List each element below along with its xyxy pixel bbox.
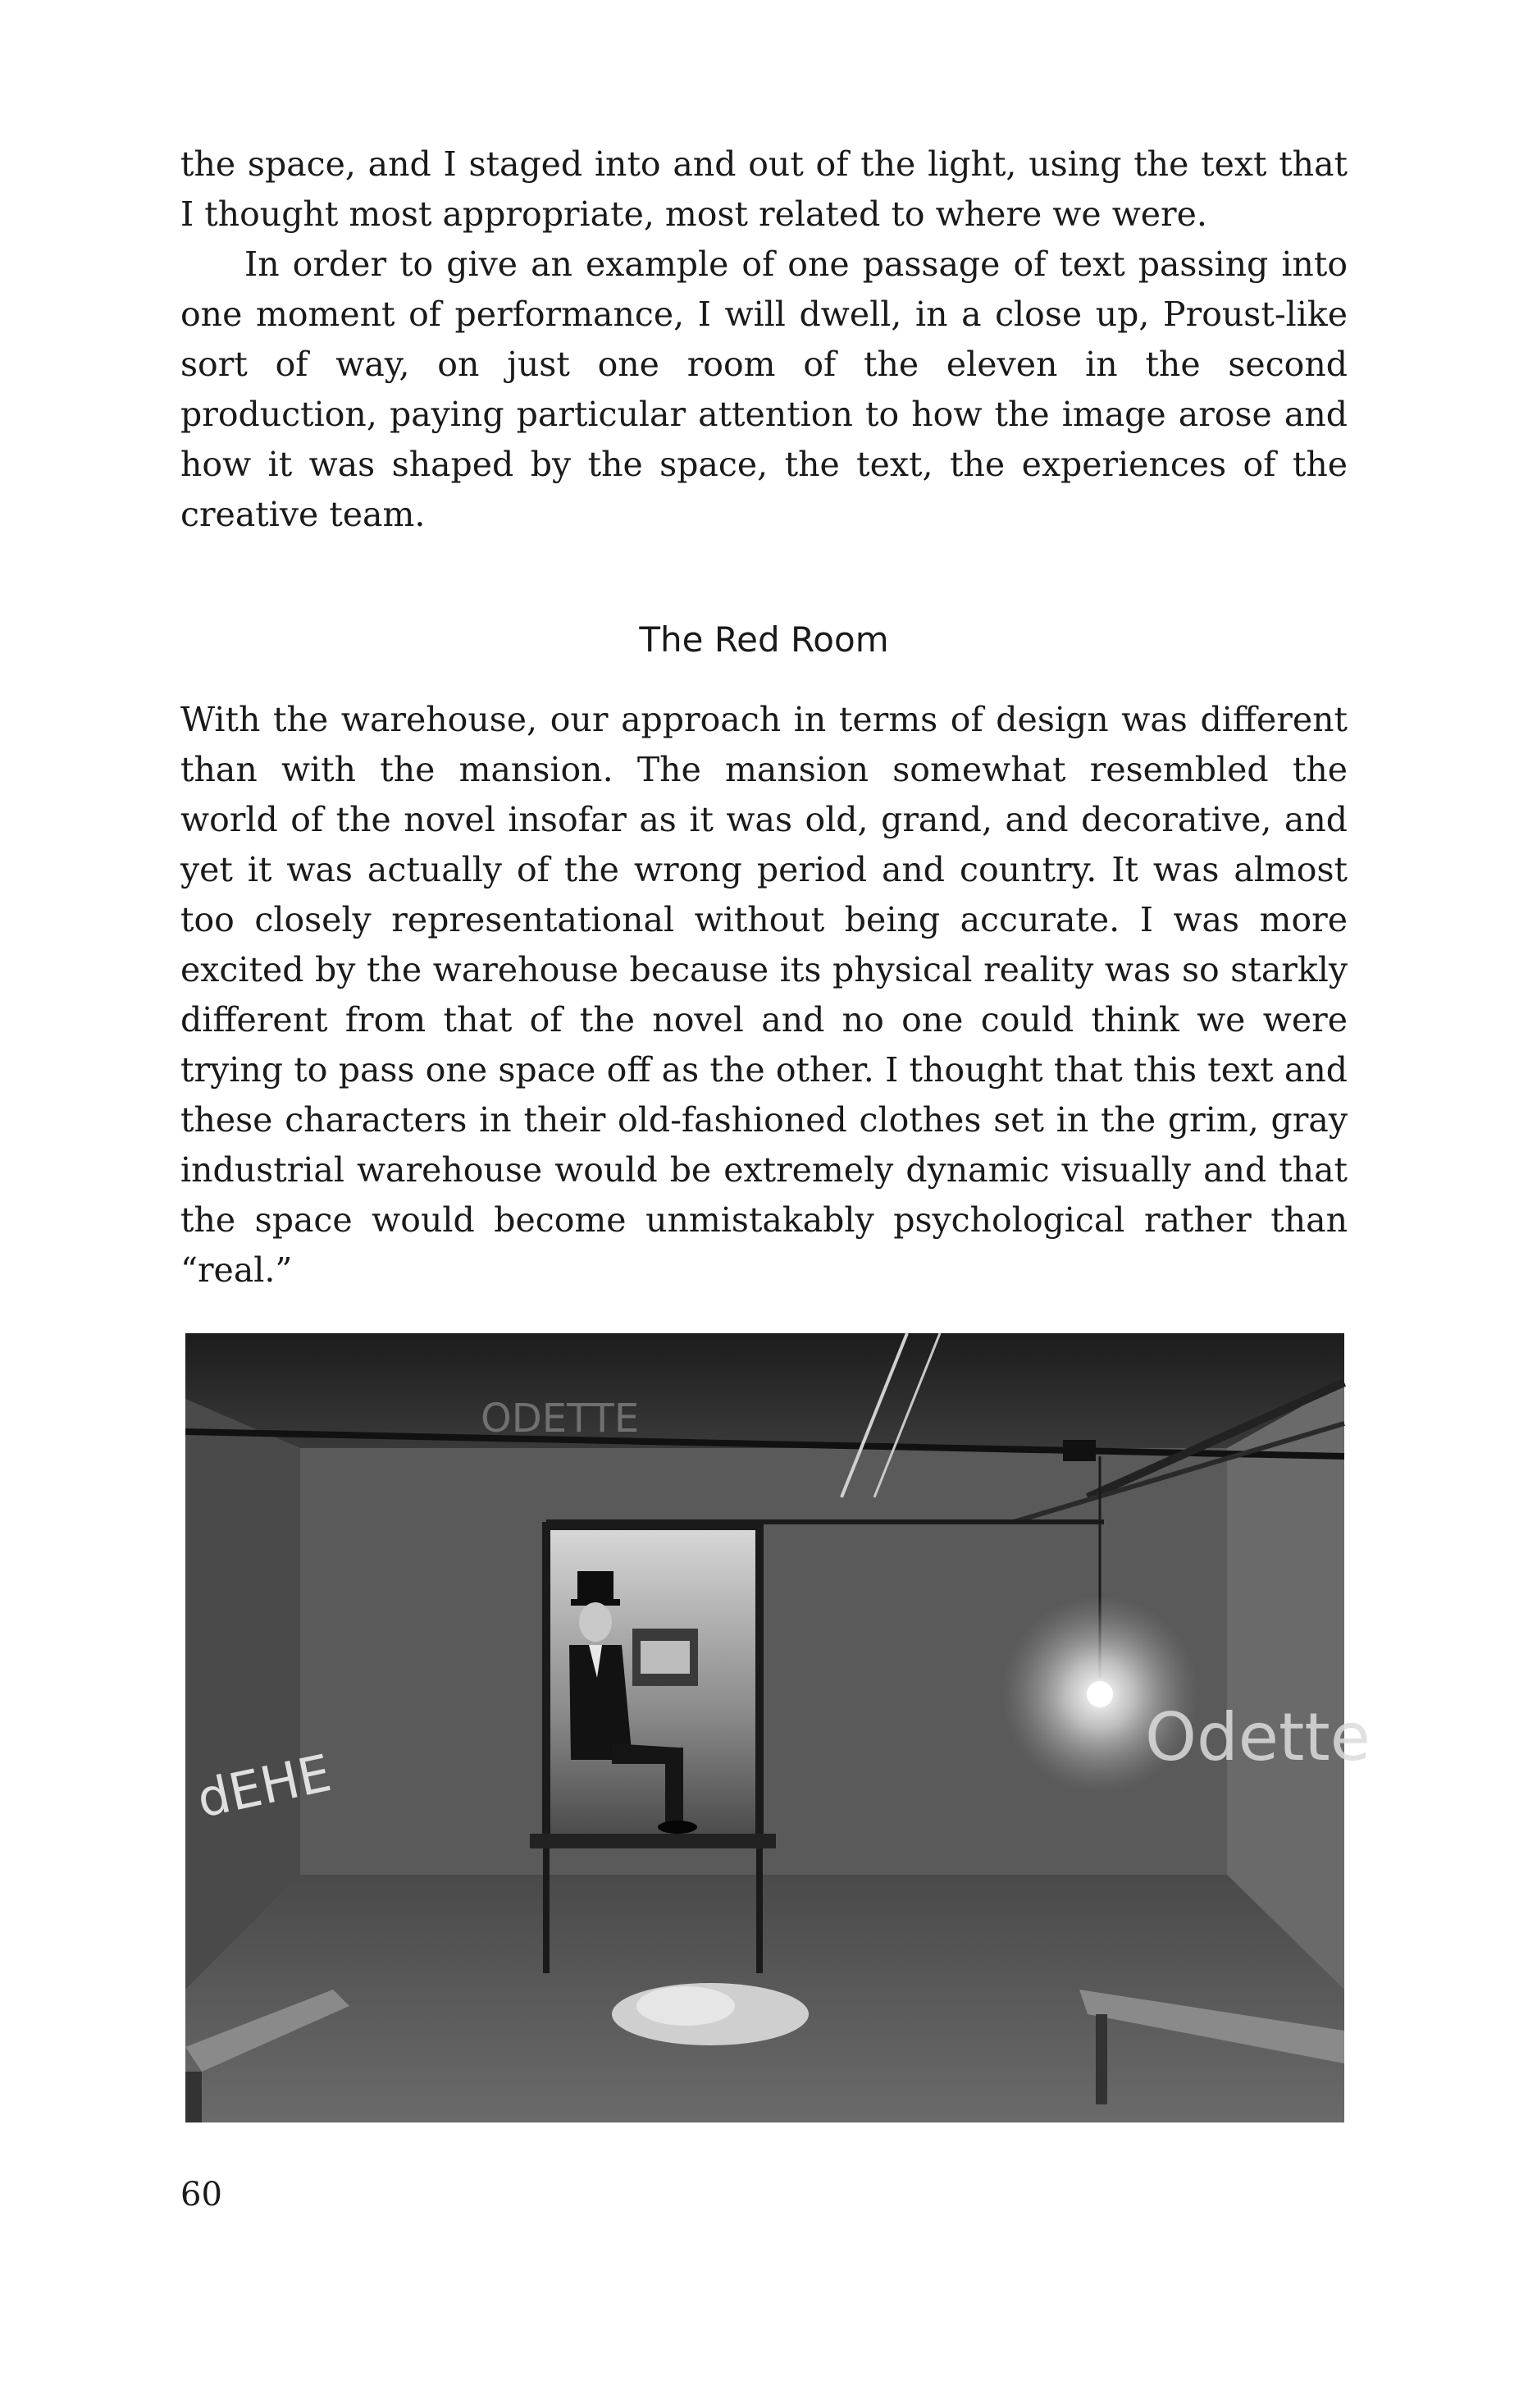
- section-text: [180, 695, 1348, 1295]
- hanging-bulb: [1087, 1681, 1113, 1707]
- ceiling-fixture: [1063, 1440, 1096, 1461]
- paragraph: In order to give an example of one passage of text passing into one moment of performance, I will dwell, in a close up, Proust-like sort of way, on just one room of the eleven in the second production, paying particular attention to how the image arose and how it was shaped by the space, the text, the experiences of the creative team.: [180, 244, 1348, 534]
- bench-left-leg: [185, 2072, 202, 2122]
- page-number: 60: [180, 2176, 222, 2214]
- photo-illustration: [185, 1333, 1371, 2122]
- graffiti-ceiling: ODETTE: [481, 1396, 640, 1442]
- platform: [530, 1834, 776, 1848]
- bench-right-leg: [1096, 2014, 1107, 2104]
- section-heading: The Red Room: [639, 619, 889, 660]
- graffiti-right: Odette: [1145, 1699, 1371, 1775]
- opening-text: [180, 139, 1348, 540]
- fabric-on-floor: [636, 1986, 735, 2026]
- paragraph: With the warehouse, our approach in terms of design was different than with the mansion. The mansion somewhat resembled the world of the novel insofar as it was old, grand, and decorative, and yet it was actually of the wrong period and country. It was almost too closely representational without being accurate. I was more excited by the warehouse because its physical reality was so starkly different from that of the novel and no one could think we were trying to pass one space off as the other. I thought that this text and these characters in their old-fashioned clothes set in the grim, gray industrial warehouse would be extremely dynamic visually and that the space would become unmistakably psychological rather than “real.”: [180, 700, 1348, 1290]
- box-panel-screen: [641, 1641, 690, 1674]
- paragraph-continued: the space, and I staged into and out of the light, using the text that I thought most appropriate, most related to where we were.: [180, 144, 1348, 234]
- graffiti-left: dEHE: [191, 1743, 336, 1830]
- warehouse-photograph: [185, 1333, 1371, 2122]
